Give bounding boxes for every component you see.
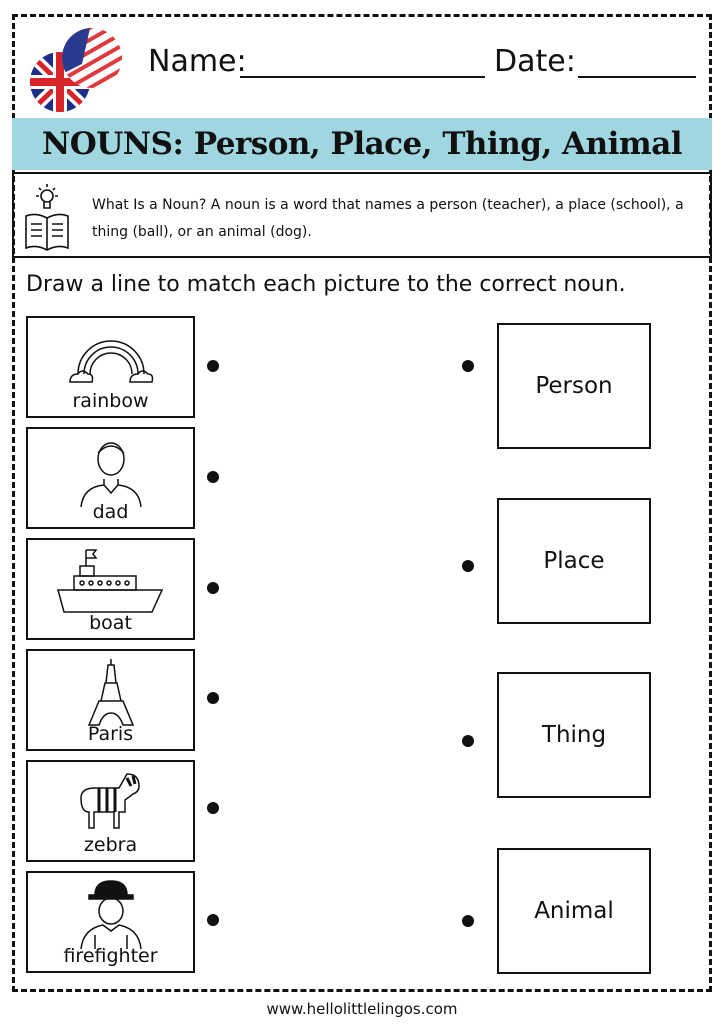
match-dot-paris[interactable] — [207, 692, 219, 704]
category-label: Thing — [541, 722, 607, 748]
noun-definition: What Is a Noun? A noun is a word that names a person (teacher), a place (school), a thing (ball), or an animal (dog). — [92, 197, 684, 240]
match-dot-zebra[interactable] — [207, 802, 219, 814]
name-label: Name: — [148, 44, 247, 79]
boat-icon — [56, 546, 166, 616]
picture-label: boat — [89, 612, 132, 634]
match-dot-dad[interactable] — [207, 471, 219, 483]
picture-card-dad — [26, 427, 195, 529]
picture-card-firefighter — [26, 871, 195, 973]
book-lightbulb-icon — [22, 182, 72, 252]
match-dot-place[interactable] — [462, 560, 474, 572]
date-label: Date: — [494, 44, 576, 79]
eiffel-tower-icon — [81, 657, 141, 727]
instructions: Draw a line to match each picture to the correct noun. — [26, 272, 626, 297]
rainbow-icon — [66, 324, 156, 388]
dad-icon — [71, 435, 151, 507]
firefighter-icon — [71, 879, 151, 949]
picture-card-boat — [26, 538, 195, 640]
category-box-animal — [497, 848, 651, 974]
picture-card-rainbow — [26, 316, 195, 418]
match-dot-boat[interactable] — [207, 582, 219, 594]
match-dot-rainbow[interactable] — [207, 360, 219, 372]
uk-us-flags-logo — [28, 24, 128, 114]
picture-card-paris — [26, 649, 195, 751]
zebra-icon — [71, 768, 151, 840]
category-box-thing — [497, 672, 651, 798]
category-label: Place — [543, 548, 605, 574]
match-dot-firefighter[interactable] — [207, 914, 219, 926]
match-dot-animal[interactable] — [462, 915, 474, 927]
info-box — [12, 172, 712, 258]
picture-label: firefighter — [63, 945, 158, 967]
match-dot-person[interactable] — [462, 360, 474, 372]
picture-label: Paris — [87, 723, 134, 745]
picture-label: dad — [92, 501, 129, 523]
category-label: Person — [535, 373, 613, 399]
picture-label: zebra — [83, 834, 138, 856]
picture-label: rainbow — [72, 390, 149, 412]
category-box-place — [497, 498, 651, 624]
name-field-line[interactable] — [240, 76, 485, 78]
picture-card-zebra — [26, 760, 195, 862]
category-box-person — [497, 323, 651, 449]
footer-url: www.hellolittlelingos.com — [266, 1000, 458, 1018]
category-label: Animal — [534, 898, 614, 924]
page-title: NOUNS: Person, Place, Thing, Animal — [12, 118, 712, 170]
date-field-line[interactable] — [578, 76, 696, 78]
match-dot-thing[interactable] — [462, 735, 474, 747]
